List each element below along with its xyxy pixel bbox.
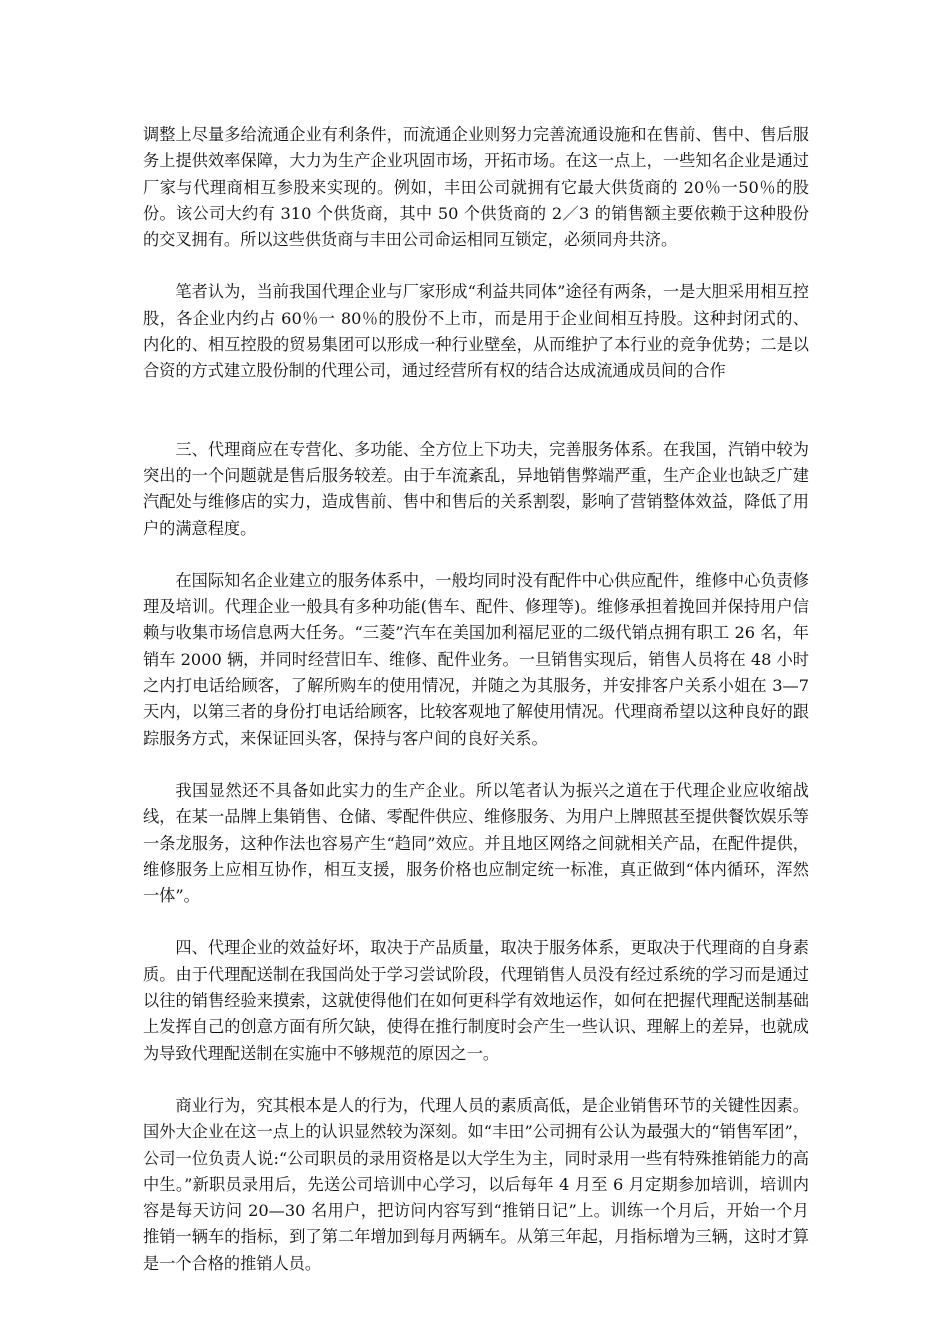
paragraph-interest-community: 笔者认为，当前我国代理企业与厂家形成“利益共同体”途径有两条，一是大胆采用相互控股，各企业内约占 60％一 80％的股份不上市，而是用于企业间相互持股。这种封闭式的、内化的、相互控股的贸易集团可以形成一种行业壁垒，从而维护了本行业的竞争优势；二是以合资的方式建立股份制的代理公司，通过经营所有权的结合达成流通成员间的合作 <box>143 282 809 381</box>
paragraph-domestic-strategy: 我国显然还不具备如此实力的生产企业。所以笔者认为振兴之道在于代理企业应收缩战线，在某一品牌上集销售、仓储、零配件供应、维修服务、为用户上牌照甚至提供餐饮娱乐等一条龙服务，这种作法也容易产生“趋同”效应。并且地区网络之间就相关产品，在配件提供，维修服务上应相互协作，相互支援，服务价格也应制定统一标准，真正做到“体内循环，浑然一体”。 <box>143 780 809 906</box>
paragraph-personnel-quality: 商业行为，究其根本是人的行为，代理人员的素质高低，是企业销售环节的关键性因素。国外大企业在这一点上的认识显然较为深刻。如“丰田”公司拥有公认为最强大的“销售军团”，公司一位负责人说:“公司职员的录用资格是以大学生为主，同时录用一些有特殊推销能力的高中生。”新职员录用后，先送公司培训中心学习，以后每年 4 月至 6 月定期参加培训，培训内容是每天访问 20—30 名用户，把访问内容写到“推销日记”上。训练一个月后，开始一个月推销一辆车的指标，到了第二年增加到每月两辆车。从第三年起，月指标增为三辆，这时才算是一个合格的推销人员。 <box>143 1095 809 1273</box>
paragraph-service-system: 在国际知名企业建立的服务体系中，一般均同时没有配件中心供应配件，维修中心负责修理及培训。代理企业一般具有多种功能(售车、配件、修理等)。维修承担着挽回并保持用户信赖与收集市场信息两大任务。“三菱”汽车在美国加利福尼亚的二级代销点拥有职工 26 名，年销车 2000 辆，并同时经营旧车、维修、配件业务。一旦销售实现后，销售人员将在 48 小时之内打电话给顾客，了解所购车的使用情况，并随之为其服务，并安排客户关系小姐在 3—7 天内，以第三者的身份打电话给顾客，比较客观地了解使用情况。代理商希望以这种良好的跟踪服务方式，来保证回头客，保持与客户间的良好关系。 <box>143 570 809 748</box>
paragraph-continuation: 调整上尽量多给流通企业有利条件，而流通企业则努力完善流通设施和在售前、售中、售后服务上提供效率保障，大力为生产企业巩固市场，开拓市场。在这一点上，一些知名企业是通过厂家与代理商相互参股来实现的。例如，丰田公司就拥有它最大供货商的 20％一50％的股份。该公司大约有 310 个供货商，其中 50 个供货商的 2／3 的销售额主要依赖于这种股份的交叉拥有。所以这些供货商与丰田公司命运相同互锁定，必须同舟共济。 <box>143 125 809 250</box>
paragraph-section-four: 四、代理企业的效益好坏，取决于产品质量，取决于服务体系，更取决于代理商的自身素质。由于代理配送制在我国尚处于学习尝试阶段，代理销售人员没有经过系统的学习而是通过以往的销售经验来摸索，这就使得他们在如何更科学有效地运作，如何在把握代理配送制基础上发挥自己的创意方面有所欠缺，使得在推行制度时会产生一些认识、理解上的差异，也就成为导致代理配送制在实施中不够规范的原因之一。 <box>143 938 809 1063</box>
document-body <box>143 122 809 1277</box>
paragraph-section-three: 三、代理商应在专营化、多功能、全方位上下功夫，完善服务体系。在我国，汽销中较为突出的一个问题就是售后服务较差。由于车流紊乱，异地销售弊端严重，生产企业也缺乏广建汽配处与维修店的实力，造成售前、售中和售后的关系割裂，影响了营销整体效益，降低了用户的满意程度。 <box>143 439 809 538</box>
